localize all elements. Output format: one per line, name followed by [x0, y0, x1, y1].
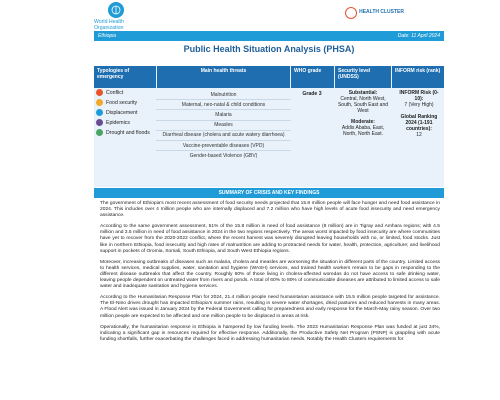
paragraph: According to the Humanitarian Response Plan for 2024, 21.4 million people need humanitarian assistance with 15.5 million people targeted for assistance. The El-Nino drives drought has impacted Ethiopia's summer rains, resulting in severe water shortages, dried pastures and reduced harvests in many areas. A Flood Alert was issued in January 2024 by the Federal Government calling for preparedness and early response for the March-May rainy season. Over two million people are expected to be affected and one million people to be displaced in areas at risk.	[100, 295, 440, 319]
threats-header: Main health threats	[157, 66, 290, 88]
substantial-areas: Central, North West, South, South East and West	[337, 96, 389, 114]
threat-item: Malnutrition	[156, 90, 291, 100]
threat-item: Gender-based Violence (GBV)	[189, 152, 258, 159]
threat-item: Vaccine-preventable diseases (VPD)	[156, 141, 291, 151]
conflict-icon	[96, 89, 103, 96]
moderate-label: Moderate:	[351, 119, 375, 125]
header-band	[94, 31, 444, 41]
type-label: Conflict	[106, 89, 124, 96]
epidemics-icon	[96, 119, 103, 126]
threat-item: Maternal, neo-natal & child conditions	[156, 100, 291, 110]
inform-risk-value: 7 (Very High)	[404, 102, 434, 108]
global-ranking-value: 12	[416, 132, 422, 138]
paragraph: Operationally, the humanitarian response in Ethiopia is hampered by low funding levels. The 2023 Humanitarian Response Plan was funded at just 34%, indicating a significant gap in resources required for effective response. Additionally, the Productive Safety Net Program (PSNP) is grappling with acute funding shortfalls, further exacerbating the challenges faced in addressing humanitarian needs. Notably the Health Clusters requirements for	[100, 324, 440, 342]
inform-risk	[395, 90, 443, 138]
grade-header: WHO grade	[291, 66, 334, 88]
moderate-areas: Addis Ababa, East, North, North East.	[341, 125, 385, 137]
report-date: Date: 11 April 2024	[397, 33, 440, 39]
emergency-types-list	[96, 89, 156, 139]
who-logo	[94, 2, 150, 31]
threat-item: Measles	[156, 121, 291, 131]
health-cluster-icon	[345, 7, 357, 19]
threat-item: Diarrheal disease (cholera and acute watery diarrhoea)	[156, 131, 291, 141]
food-security-icon	[96, 99, 103, 106]
summary-table	[94, 66, 444, 187]
type-label: Epidemics	[106, 119, 130, 126]
paragraph: According to the same government assessment, 51% of the 15.8 million in need of food assistance (8 million) are in Tigray and Amhara regions; with 4.5 million and 3.5 million in need of food assistance in 2024 in the two regions respectively. The areas worst impacted by food insecurity are where communities have yet to recover from the 2020-2022 conflict, where the recent harvest was severely disrupted leaving households with no, or limited, food stocks. Just like in northern Ethiopia, food insecurity and high rates of malnutrition are adding to protracted needs for water, health, protection, agriculture; and livelihood support in pockets of Oromia, Somali, South Ethiopia, and South West Ethiopia regions.	[100, 224, 440, 254]
country-label: Ethiopia	[98, 33, 117, 39]
inform-header: INFORM risk (rank)	[392, 66, 444, 88]
global-ranking-label: Global Ranking 2024 (1-191 countries):	[400, 114, 438, 132]
type-label: Food security	[106, 99, 138, 106]
substantial-label: Substantial:	[348, 90, 378, 96]
drought-floods-icon	[96, 129, 103, 136]
page-title: Public Health Situation Analysis (PHSA)	[183, 44, 355, 54]
type-conflict	[96, 89, 156, 96]
type-label: Displacement	[106, 109, 138, 116]
findings-heading: SUMMARY OF CRISIS AND KEY FINDINGS	[94, 188, 444, 198]
paragraph: The government of Ethiopia's most recent assessment of food security needs projected that 15.8 million people will face hunger and need food assistance in 2024. This includes over 4 million people who are internally displaced and 7.2 million who have high levels of acute food insecurity and need emergency assistance.	[100, 201, 440, 219]
type-epidemics	[96, 119, 156, 126]
security-levels	[335, 90, 391, 137]
who-name: World Health Organization	[94, 19, 124, 31]
threat-item: Malaria	[156, 110, 291, 120]
paragraph: Moreover, increasing outbreaks of diseases such as malaria, cholera and measles are worsening the situation in different parts of the country. Limited access to health services, medical supplies, water, sanitation and hygiene (WASH) services, and trained health workers remain to be gaps in responding to the different disease outbreaks that affect the country. Roughly 60% of those living in cholera-affected woredas do not have access to safe drinking water, leaving people dependent on untreated water from rivers and ponds. A total of 60% to 80% of communicable diseases are attributed to limited access to safe water and inadequate sanitation and hygiene services.	[100, 259, 440, 290]
inform-risk-label: INFORM Risk (0-10):	[399, 90, 439, 102]
who-emblem-icon	[108, 2, 124, 18]
type-food-security	[96, 99, 156, 106]
type-displacement	[96, 109, 156, 116]
health-cluster-name: HEALTH CLUSTER	[359, 9, 404, 16]
health-cluster-logo	[345, 7, 404, 19]
findings-body	[100, 201, 440, 348]
type-label: Drought and floods	[106, 129, 150, 136]
who-grade: Grade 3	[302, 91, 322, 97]
security-header: Security level (UNDSS)	[335, 66, 391, 88]
types-header: Typologies of emergency	[94, 66, 156, 88]
displacement-icon	[96, 109, 103, 116]
health-threats-list	[156, 90, 291, 160]
type-drought-floods	[96, 129, 156, 136]
